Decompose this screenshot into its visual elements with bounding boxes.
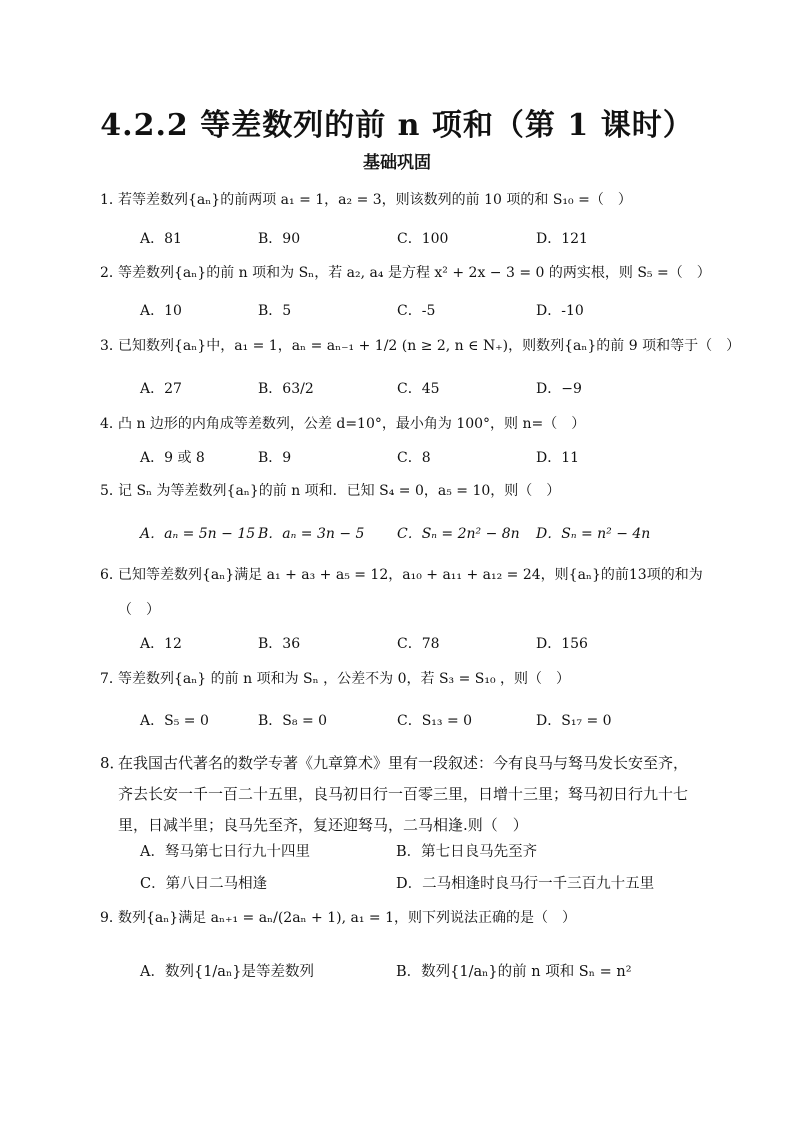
option-b: B．63/2 (258, 381, 314, 397)
option-c: C．-5 (397, 303, 436, 319)
option-a: A．9 或 8 (140, 450, 205, 466)
question-7-stem: 等差数列{aₙ} 的前 n 项和为 Sₙ ，公差不为 0，若 S₃ = S₁₀ ，则（ ） (118, 671, 571, 687)
question-9-stem: 数列{aₙ}满足 aₙ₊₁ = aₙ/(2aₙ + 1), a₁ = 1，则下列说法正确的是（ ） (118, 910, 576, 926)
option-d: D．二马相逢时良马行一千三百九十五里 (396, 876, 655, 892)
question-3-stem: 已知数列{aₙ}中，a₁ = 1，aₙ = aₙ₋₁ + 1/2 (n ≥ 2, n ∈ N₊)，则数列{aₙ}的前 9 项和等于（ ） (118, 338, 741, 354)
option-d: D．-10 (536, 303, 584, 319)
question-5-options (140, 523, 700, 545)
question-3-options (140, 378, 700, 400)
option-d: D．156 (536, 636, 588, 652)
question-1-stem: 若等差数列{aₙ}的前两项 a₁ = 1，a₂ = 3，则该数列的前 10 项的和 S₁₀ =（ ） (118, 192, 632, 208)
option-a: A．81 (140, 231, 182, 247)
option-a: A．12 (140, 636, 182, 652)
question-6-stem: 已知等差数列{aₙ}满足 a₁ + a₃ + a₅ = 12，a₁₀ + a₁₁ + a₁₂ = 24，则{aₙ}的前13项的和为 (118, 567, 703, 583)
option-c: C．第八日二马相逢 (140, 876, 268, 892)
option-a: A．10 (140, 303, 182, 319)
question-1-number: 1． (100, 192, 123, 208)
question-6-stem-continued: （ ） (118, 602, 160, 618)
option-b: B．aₙ = 3n − 5 (258, 526, 365, 542)
question-9-number: 9． (100, 910, 123, 926)
question-9-options (140, 960, 700, 984)
option-b: B．90 (258, 231, 301, 247)
option-d: D．121 (536, 231, 588, 247)
option-b: B．5 (258, 303, 292, 319)
option-b: B．第七日良马先至齐 (396, 844, 538, 860)
option-c: C．Sₙ = 2n² − 8n (397, 526, 520, 542)
question-8-stem: 在我国古代著名的数学专著《九章算术》里有一段叙述：今有良马与驽马发长安至齐，齐去长安一千一百二十五里，良马初日行一百零三里，日增十三里；驽马初日行九十七里，日减半里；良马先至齐，复还迎驽马，二马相逢.则（ ） (118, 754, 689, 834)
option-c: C．S₁₃ = 0 (397, 713, 473, 729)
option-b: B．36 (258, 636, 301, 652)
option-a: A．27 (140, 381, 182, 397)
section-heading: 基础巩固 (363, 153, 431, 173)
question-3-number: 3． (100, 338, 123, 354)
question-1-options (140, 228, 700, 250)
question-2-number: 2． (100, 265, 123, 281)
question-2-stem: 等差数列{aₙ}的前 n 项和为 Sₙ，若 a₂, a₄ 是方程 x² + 2x − 3 = 0 的两实根，则 S₅ =（ ） (118, 265, 711, 281)
question-5-number: 5． (100, 483, 123, 499)
option-c: C．100 (397, 231, 449, 247)
option-c: C．8 (397, 450, 431, 466)
option-b: B．9 (258, 450, 292, 466)
question-4-options (140, 447, 700, 469)
question-4-stem: 凸 n 边形的内角成等差数列，公差 d=10°，最小角为 100°，则 n=（ ） (118, 416, 586, 432)
question-5-stem: 记 Sₙ 为等差数列{aₙ}的前 n 项和．已知 S₄ = 0，a₅ = 10，则（ ） (118, 483, 561, 499)
option-d: D．Sₙ = n² − 4n (536, 526, 651, 542)
option-a: A．S₅ = 0 (140, 713, 209, 729)
option-c: C．45 (397, 381, 440, 397)
option-d: D．11 (536, 450, 580, 466)
option-d: D．S₁₇ = 0 (536, 713, 612, 729)
question-6-options (140, 633, 700, 655)
option-b: B．S₈ = 0 (258, 713, 328, 729)
option-a: A．数列{1/aₙ}是等差数列 (140, 964, 314, 980)
option-c: C．78 (397, 636, 440, 652)
question-7-options (140, 710, 700, 732)
question-8-options (140, 840, 700, 892)
option-b: B．数列{1/aₙ}的前 n 项和 Sₙ = n² (396, 964, 632, 980)
option-a: A．驽马第七日行九十四里 (140, 844, 310, 860)
option-d: D．−9 (536, 381, 582, 397)
question-6-number: 6． (100, 567, 123, 583)
question-2-options (140, 300, 700, 322)
option-a: A．aₙ = 5n − 15 (140, 526, 256, 542)
page-title: 4.2.2 等差数列的前 n 项和（第 1 课时） (100, 108, 694, 143)
question-7-number: 7． (100, 671, 123, 687)
question-4-number: 4． (100, 416, 123, 432)
question-8-number: 8． (100, 754, 125, 772)
